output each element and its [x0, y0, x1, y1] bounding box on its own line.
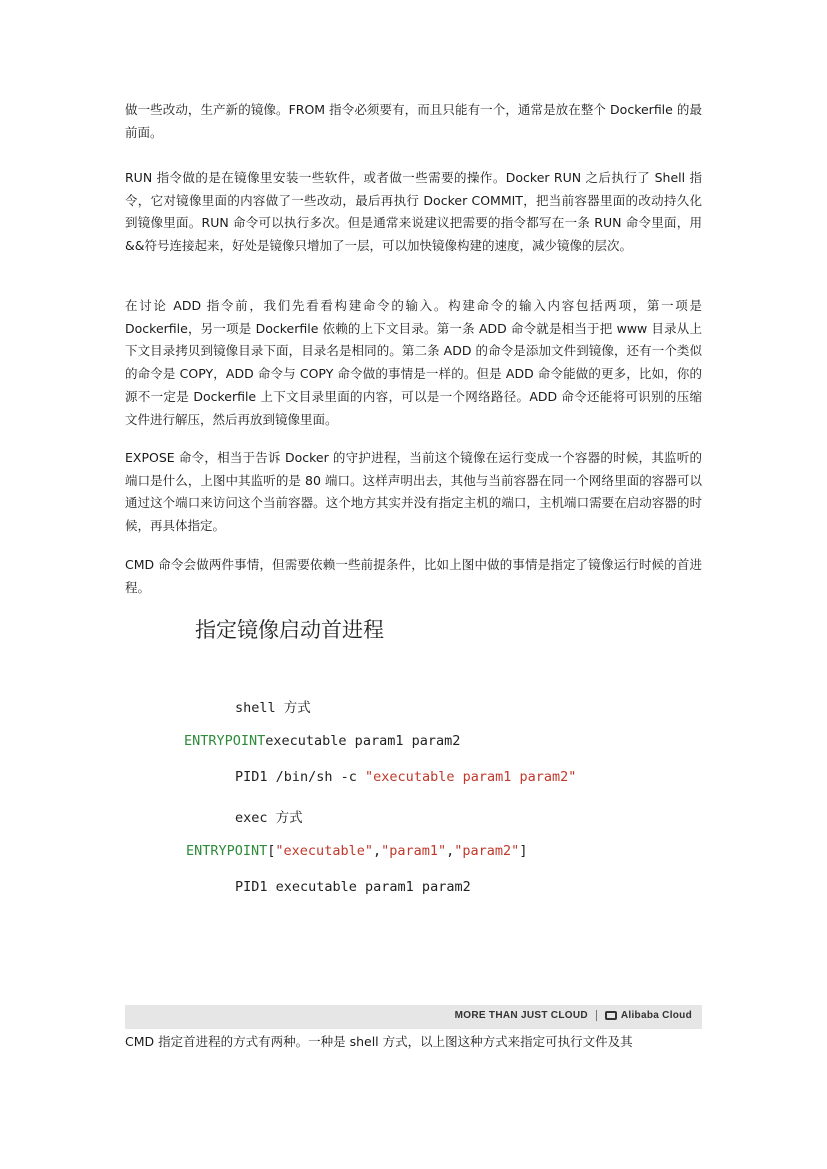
exec-close-bracket: ]: [519, 843, 528, 859]
exec-comma-2: ,: [446, 843, 455, 859]
shell-heading: shell 方式: [235, 700, 311, 716]
paragraph-expose: EXPOSE 命令，相当于告诉 Docker 的守护进程，当前这个镜像在运行变成一个容器的时候，其监听的端口是什么，上图中其监听的是 80 端口。这样声明出去，其他与当前容器在同一个网络里面的容器可以通过这个端口来访问这个当前容器。这个地方其实并没有指定主机的端口，主机端口需要在启动容器的时候，再具体指定。: [125, 450, 702, 534]
entrypoint-keyword-exec: ENTRYPOINT: [186, 843, 268, 859]
exec-entrypoint-line: [186, 843, 527, 859]
exec-pid-line: PID1 executable param1 param2: [235, 879, 471, 895]
alibaba-cloud-banner: [125, 1005, 702, 1029]
shell-pid-command: "executable param1 param2": [365, 769, 577, 785]
paragraph-run: RUN 指令做的是在镜像里安装一些软件，或者做一些需要的操作。Docker RUN 之后执行了 Shell 指令，它对镜像里面的内容做了一些改动，最后再执行 Docker COMMIT，把当前容器里面的改动持久化到镜像里面。RUN 命令可以执行多次。但是通常来说建议把需要的指令都写在一条 RUN 命令里面，用&&符号连接起来，好处是镜像只增加了一层，可以加快镜像构建的速度，减少镜像的层次。: [125, 170, 702, 254]
figure-title: 指定镜像启动首进程: [195, 618, 384, 642]
banner-text: [455, 1010, 692, 1021]
paragraph-cmd: CMD 命令会做两件事情，但需要依赖一些前提条件，比如上图中做的事情是指定了镜像运行时候的首进程。: [125, 557, 702, 595]
alibaba-cloud-logo-icon: [605, 1011, 617, 1020]
entrypoint-keyword: ENTRYPOINT: [184, 733, 266, 749]
shell-entrypoint-line: [184, 733, 460, 749]
exec-heading: exec 方式: [235, 810, 303, 826]
exec-arg-param1: "param1": [381, 843, 447, 859]
banner-divider: [596, 1010, 597, 1021]
exec-arg-param2: "param2": [454, 843, 520, 859]
shell-pid-line: [235, 769, 576, 785]
shell-pid-prefix: PID1 /bin/sh -c: [235, 769, 366, 785]
paragraph-add: 在讨论 ADD 指令前，我们先看看构建命令的输入。构建命令的输入内容包括两项，第一项是 Dockerfile，另一项是 Dockerfile 依赖的上下文目录。第一条 ADD 命令就是相当于把 www 目录从上下文目录拷贝到镜像目录下面，目录名是相同的。第二条 ADD 的命令是添加文件到镜像，还有一个类似的命令是 COPY，ADD 命令与 COPY 命令做的事情是一样的。但是 ADD 命令能做的更多，比如，你的源不一定是 Dockerfile 上下文目录里面的内容，可以是一个网络路径。ADD 命令还能将可识别的压缩文件进行解压，然后再放到镜像里面。: [125, 298, 702, 427]
shell-form-command: executable param1 param2: [265, 733, 461, 749]
banner-brand: Alibaba Cloud: [620, 1010, 692, 1022]
banner-slogan: MORE THAN JUST CLOUD: [454, 1010, 588, 1022]
exec-comma-1: ,: [372, 843, 382, 859]
paragraph-cmd-methods: CMD 指定首进程的方式有两种。一种是 shell 方式，以上图这种方式来指定可执行文件及其: [125, 1034, 633, 1049]
exec-arg-executable: "executable": [275, 843, 373, 859]
paragraph-from: 做一些改动，生产新的镜像。FROM 指令必须要有，而且只能有一个，通常是放在整个 Dockerfile 的最前面。: [125, 102, 702, 140]
exec-open-bracket: [: [267, 843, 276, 859]
entrypoint-figure: [125, 610, 702, 1030]
